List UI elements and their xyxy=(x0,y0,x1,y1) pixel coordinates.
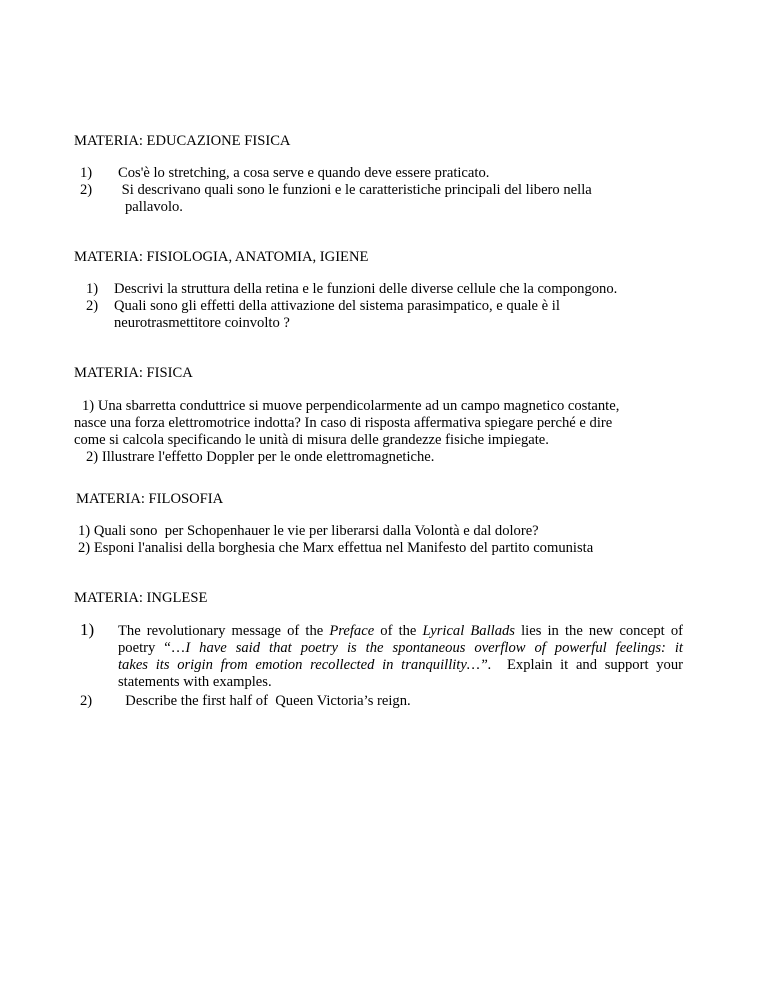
section-title-filosofia: MATERIA: FILOSOFIA xyxy=(76,491,224,507)
item-text xyxy=(114,298,560,332)
item-number: 1) xyxy=(80,620,95,639)
list-item xyxy=(74,281,694,298)
item-line: statements with examples. xyxy=(118,674,272,690)
list-item xyxy=(74,449,714,466)
list-item xyxy=(74,165,674,182)
item-text xyxy=(114,281,617,298)
text-segment: lies in the new concept of xyxy=(514,623,684,639)
list-item xyxy=(74,693,694,710)
item-line xyxy=(78,523,539,540)
text-segment: The revolutionary message of the xyxy=(118,623,330,639)
item-number: 1) xyxy=(80,165,93,181)
item-line xyxy=(118,657,683,674)
section-title-inglese: MATERIA: INGLESE xyxy=(74,590,208,606)
text-segment: poetry “… xyxy=(118,640,186,656)
item-number: 2) xyxy=(80,182,93,198)
item-number: 2) xyxy=(86,449,99,465)
text-segment: Explain it and support your xyxy=(491,657,683,673)
item-number: 1) xyxy=(82,398,95,414)
item-text: Illustrare l'effetto Doppler per le onde elettromagnetiche. xyxy=(101,449,435,465)
item-line: come si calcola specificando le unità di misura delle grandezze fisiche impiegate. xyxy=(74,432,549,448)
item-line xyxy=(118,640,683,657)
item-line xyxy=(78,540,593,557)
section-title-educazione-fisica: MATERIA: EDUCAZIONE FISICA xyxy=(74,133,291,149)
text-segment-italic: takes its origin from emotion recollected in tranquillity…”. xyxy=(118,657,492,673)
item-text: Describe the first half of Queen Victoria’s reign. xyxy=(118,693,411,709)
item-line: Quali sono gli effetti della attivazione del sistema parasimpatico, e quale è il xyxy=(114,298,560,314)
list-item xyxy=(74,620,694,692)
list-item xyxy=(74,398,714,449)
item-text: Una sbarretta conduttrice si muove perpendicolarmente ad un campo magnetico costante, xyxy=(97,398,620,414)
item-number: 2) xyxy=(78,540,91,556)
text-segment-italic: Preface xyxy=(329,623,375,639)
item-number: 1) xyxy=(86,281,99,297)
list-item xyxy=(74,523,714,540)
list-item xyxy=(74,182,674,216)
item-line: nasce una forza elettromotrice indotta? In caso di risposta affermativa spiegare perché e dire xyxy=(74,415,613,431)
item-line xyxy=(82,398,619,415)
section-title-fisiologia: MATERIA: FISIOLOGIA, ANATOMIA, IGIENE xyxy=(74,249,369,265)
list-item xyxy=(74,298,694,332)
item-line: Descrivi la struttura della retina e le funzioni delle diverse cellule che la compongono. xyxy=(114,281,618,297)
item-line xyxy=(118,623,683,640)
item-number: 2) xyxy=(86,298,99,314)
item-line xyxy=(86,449,434,466)
item-line: Cos'è lo stretching, a cosa serve e quando deve essere praticato. xyxy=(118,165,490,181)
item-line: neurotrasmettitore coinvolto ? xyxy=(114,315,290,331)
section-title-fisica: MATERIA: FISICA xyxy=(74,365,193,381)
item-number: 2) xyxy=(80,693,93,709)
item-text: Quali sono per Schopenhauer le vie per liberarsi dalla Volontà e dal dolore? xyxy=(93,523,539,539)
item-text xyxy=(118,182,592,216)
item-text xyxy=(118,623,683,691)
item-number: 1) xyxy=(78,523,91,539)
list-item xyxy=(74,540,714,557)
text-segment-italic: I have said that poetry is the spontaneous overflow of powerful feelings: it xyxy=(185,640,683,656)
text-segment: of the xyxy=(374,623,423,639)
item-text: Esponi l'analisi della borghesia che Marx effettua nel Manifesto del partito comunista xyxy=(93,540,594,556)
item-text xyxy=(118,165,489,182)
item-line: pallavolo. xyxy=(125,199,183,215)
text-segment-italic: Lyrical Ballads xyxy=(422,623,515,639)
item-line: Si descrivano quali sono le funzioni e le caratteristiche principali del libero nella xyxy=(118,182,592,198)
